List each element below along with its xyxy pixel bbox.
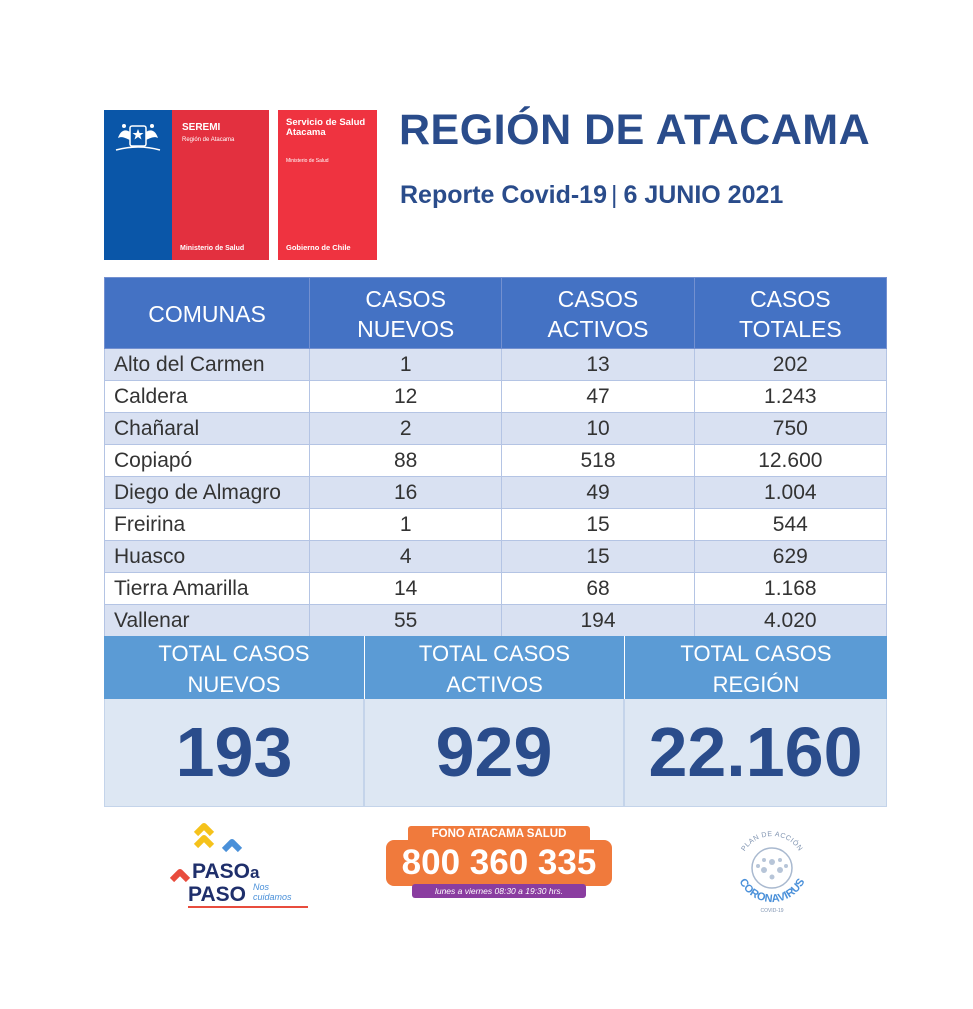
- casos-nuevos-cell: 12: [310, 381, 502, 413]
- casos-totales-cell: 629: [694, 541, 886, 573]
- chile-coat-of-arms-icon: [112, 118, 164, 156]
- header-casos-totales: [694, 278, 886, 349]
- comuna-name: Copiapó: [105, 445, 310, 477]
- corona-bottom-text: COVID-19: [760, 908, 784, 914]
- casos-totales-cell: 750: [694, 413, 886, 445]
- casos-activos-cell: 15: [502, 541, 694, 573]
- table-row: [105, 445, 887, 477]
- comuna-name: Chañaral: [105, 413, 310, 445]
- header-casos-nuevos: [310, 278, 502, 349]
- table-row: [105, 509, 887, 541]
- header-casos-activos-line1: CASOS: [557, 286, 639, 312]
- total-region-value: 22.160: [624, 699, 887, 807]
- casos-nuevos-cell: 1: [310, 509, 502, 541]
- header-casos-totales-line1: CASOS: [750, 286, 831, 312]
- comuna-name: Tierra Amarilla: [105, 573, 310, 605]
- comuna-name: Alto del Carmen: [105, 349, 310, 381]
- total-activos: [364, 636, 624, 807]
- total-nuevos-value: 193: [104, 699, 364, 807]
- total-region-label-line1: TOTAL CASOS: [680, 641, 832, 666]
- comuna-name: Caldera: [105, 381, 310, 413]
- total-region-label-line2: REGIÓN: [712, 672, 800, 697]
- fono-hours: lunes a viernes 08:30 a 19:30 hrs.: [412, 884, 586, 898]
- casos-activos-cell: 68: [502, 573, 694, 605]
- casos-totales-cell: 4.020: [694, 605, 886, 637]
- cases-table: [104, 277, 887, 637]
- corona-main-text: CORONAVIRUS: [736, 876, 808, 906]
- report-date: 6 JUNIO 2021: [623, 181, 784, 209]
- casos-totales-cell: 544: [694, 509, 886, 541]
- casos-activos-cell: 15: [502, 509, 694, 541]
- paso-nos: Nos: [253, 882, 270, 892]
- comuna-name: Huasco: [105, 541, 310, 573]
- table-row: [105, 477, 887, 509]
- header-comunas: [105, 278, 310, 349]
- total-activos-label-line1: TOTAL CASOS: [418, 641, 571, 666]
- table-row: [105, 349, 887, 381]
- corona-top-text: PLAN DE ACCIÓN: [740, 830, 804, 853]
- total-activos-value: 929: [364, 699, 624, 807]
- casos-nuevos-cell: 1: [310, 349, 502, 381]
- table-row: [105, 541, 887, 573]
- seremi-logo-title: SEREMI: [182, 122, 221, 133]
- coronavirus-icon: [728, 822, 816, 914]
- casos-nuevos-cell: 55: [310, 605, 502, 637]
- casos-activos-cell: 47: [502, 381, 694, 413]
- page-title: REGIÓN DE ATACAMA: [399, 106, 871, 154]
- casos-totales-cell: 202: [694, 349, 886, 381]
- total-activos-label-line2: ACTIVOS: [446, 672, 543, 697]
- comuna-name: Vallenar: [105, 605, 310, 637]
- seremi-logo: [104, 110, 269, 260]
- seremi-logo-subtitle: Región de Atacama: [182, 137, 235, 143]
- casos-totales-cell: 1.168: [694, 573, 886, 605]
- total-nuevos-label-line2: NUEVOS: [187, 672, 281, 697]
- casos-activos-cell: 10: [502, 413, 694, 445]
- casos-activos-cell: 194: [502, 605, 694, 637]
- fono-label: FONO ATACAMA SALUD: [408, 826, 590, 843]
- table-row: [105, 381, 887, 413]
- paso-line2: PASO: [188, 883, 246, 906]
- page-subtitle: [400, 181, 783, 210]
- casos-nuevos-cell: 2: [310, 413, 502, 445]
- table-row: [105, 573, 887, 605]
- casos-nuevos-cell: 4: [310, 541, 502, 573]
- paso-a-paso-logo: [170, 822, 315, 912]
- table-row: [105, 413, 887, 445]
- paso-cuidamos: cuidamos: [253, 892, 292, 902]
- subtitle-separator: |: [610, 181, 618, 209]
- total-nuevos: [104, 636, 364, 807]
- totals-section: [104, 636, 887, 807]
- casos-nuevos-cell: 88: [310, 445, 502, 477]
- seremi-logo-footer: Ministerio de Salud: [180, 245, 245, 252]
- header-casos-nuevos-line1: CASOS: [365, 286, 446, 312]
- comuna-name: Diego de Almagro: [105, 477, 310, 509]
- header-casos-totales-line2: TOTALES: [738, 316, 842, 342]
- casos-activos-cell: 518: [502, 445, 694, 477]
- fono-number: 800 360 335: [386, 840, 612, 886]
- servicio-logo-footer: Gobierno de Chile: [286, 243, 351, 252]
- header-comunas-label: COMUNAS: [148, 301, 266, 327]
- casos-activos-cell: 13: [502, 349, 694, 381]
- paso-a: a: [250, 863, 260, 882]
- casos-totales-cell: 12.600: [694, 445, 886, 477]
- casos-totales-cell: 1.004: [694, 477, 886, 509]
- servicio-logo-title: Servicio de Salud Atacama: [286, 117, 366, 138]
- fono-atacama-salud: [386, 826, 612, 898]
- servicio-logo-subtitle: Ministerio de Salud: [286, 158, 329, 164]
- header-casos-activos: [502, 278, 694, 349]
- total-activos-label: [364, 636, 624, 699]
- total-region: [624, 636, 887, 807]
- table-row: [105, 605, 887, 637]
- comuna-name: Freirina: [105, 509, 310, 541]
- header-casos-nuevos-line2: NUEVOS: [357, 316, 455, 342]
- casos-nuevos-cell: 14: [310, 573, 502, 605]
- header-casos-activos-line2: ACTIVOS: [547, 316, 649, 342]
- total-region-label: [624, 636, 887, 699]
- servicio-salud-logo: [278, 110, 377, 260]
- paso-line1: PASO: [192, 860, 250, 883]
- casos-nuevos-cell: 16: [310, 477, 502, 509]
- casos-activos-cell: 49: [502, 477, 694, 509]
- total-nuevos-label: [104, 636, 364, 699]
- table-header-row: [105, 278, 887, 349]
- report-name: Reporte Covid-19: [400, 181, 607, 209]
- casos-totales-cell: 1.243: [694, 381, 886, 413]
- total-nuevos-label-line1: TOTAL CASOS: [158, 641, 310, 666]
